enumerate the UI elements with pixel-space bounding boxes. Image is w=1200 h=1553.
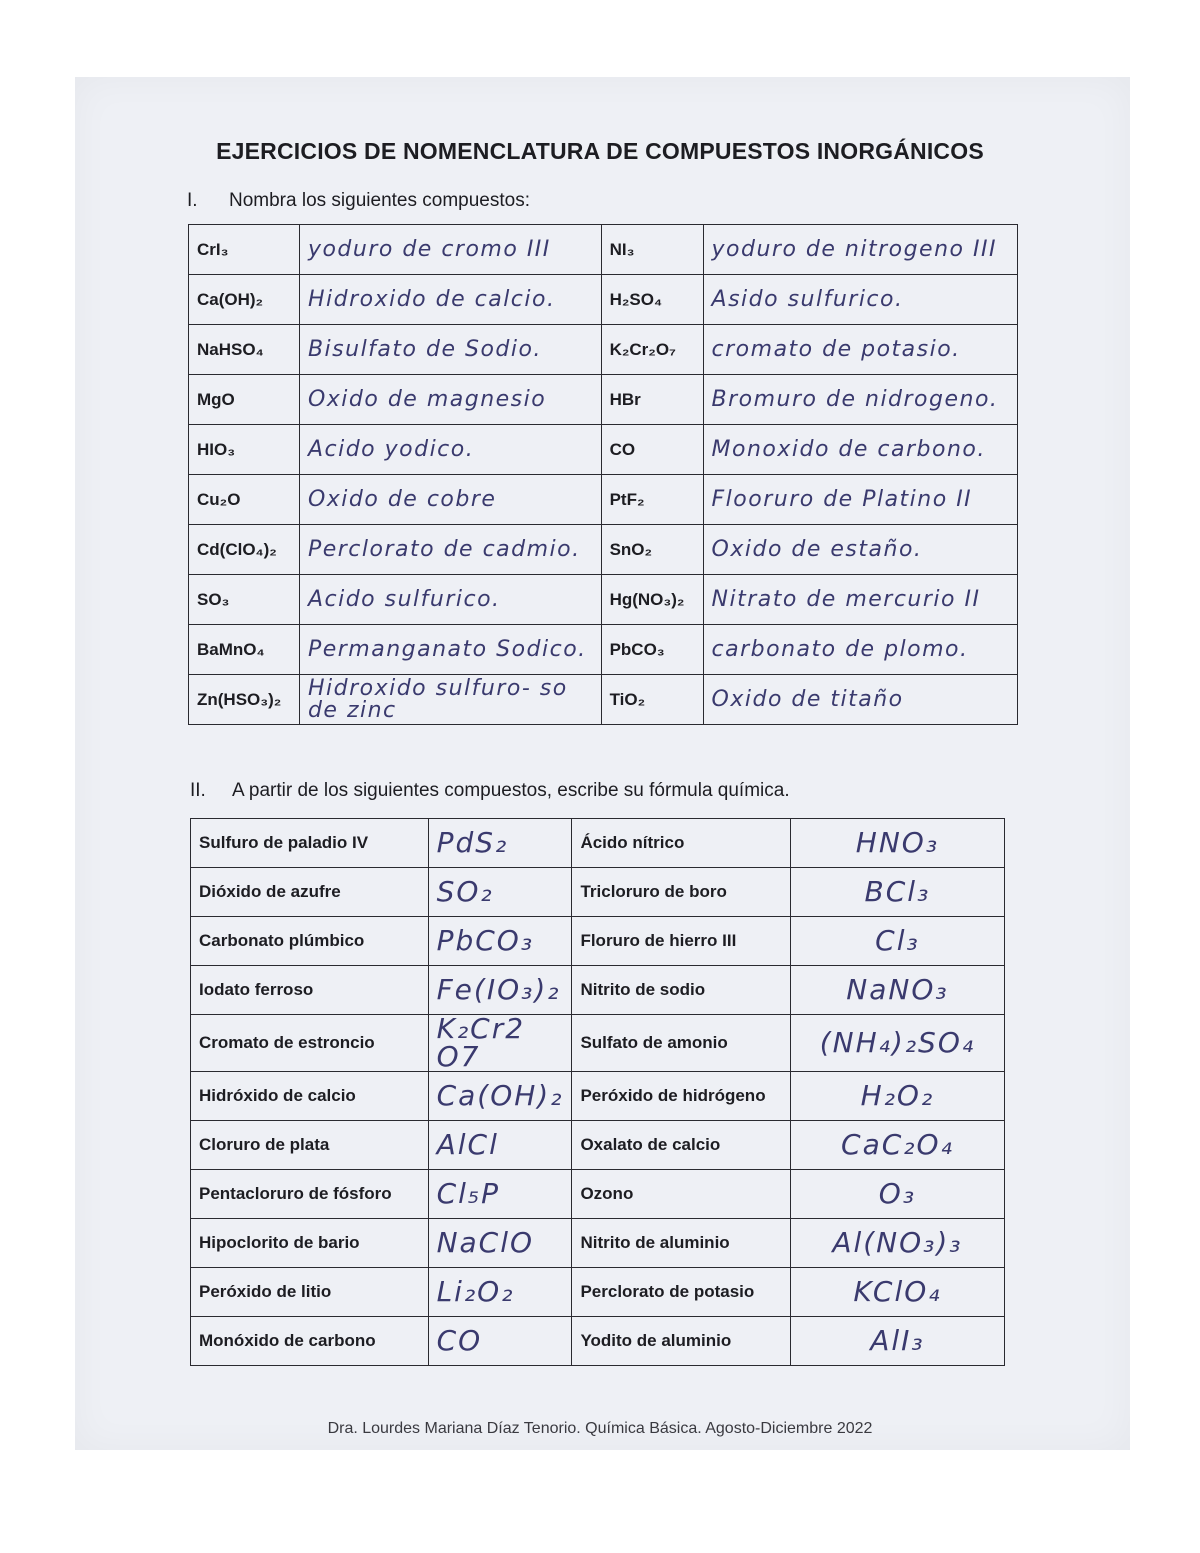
compound-name-cell: Pentacloruro de fósforo bbox=[191, 1170, 429, 1219]
handwritten-answer: Hidroxido sulfuro- so de zinc bbox=[307, 675, 568, 723]
handwritten-answer: Acido yodico. bbox=[307, 436, 475, 462]
handwritten-formula: Cl₃ bbox=[875, 924, 920, 957]
formula-cell: Cd(ClO₄)₂ bbox=[189, 525, 300, 575]
handwritten-answer: Perclorato de cadmio. bbox=[307, 536, 581, 562]
table-row bbox=[189, 325, 1018, 375]
handwritten-formula: KClO₄ bbox=[853, 1275, 942, 1308]
answer-cell bbox=[703, 275, 1017, 325]
handwritten-answer: Oxido de magnesio bbox=[307, 386, 547, 412]
compound-name-cell: Ozono bbox=[572, 1170, 790, 1219]
answer-cell bbox=[428, 868, 572, 917]
answer-cell bbox=[790, 819, 1004, 868]
answer-cell bbox=[428, 1072, 572, 1121]
table-row bbox=[189, 275, 1018, 325]
compound-name-cell: Ácido nítrico bbox=[572, 819, 790, 868]
compound-name-cell: Sulfuro de paladio IV bbox=[191, 819, 429, 868]
formula-cell: BaMnO₄ bbox=[189, 625, 300, 675]
answer-cell bbox=[790, 1170, 1004, 1219]
handwritten-formula: CaC₂O₄ bbox=[841, 1128, 954, 1161]
handwritten-answer: Permanganato Sodico. bbox=[307, 636, 587, 662]
compound-name-cell: Peróxido de hidrógeno bbox=[572, 1072, 790, 1121]
formula-cell: Hg(NO₃)₂ bbox=[601, 575, 703, 625]
answer-cell bbox=[703, 525, 1017, 575]
table-row bbox=[189, 675, 1018, 725]
answer-cell bbox=[790, 1219, 1004, 1268]
handwritten-formula: BCl₃ bbox=[864, 875, 931, 908]
handwritten-formula: PdS₂ bbox=[436, 826, 509, 859]
answer-cell bbox=[428, 917, 572, 966]
handwritten-answer: Bisulfato de Sodio. bbox=[307, 336, 542, 362]
handwritten-answer: Asido sulfurico. bbox=[711, 286, 904, 312]
handwritten-formula: HNO₃ bbox=[855, 826, 940, 859]
answer-cell bbox=[790, 1015, 1004, 1072]
formula-cell: CrI₃ bbox=[189, 225, 300, 275]
handwritten-answer: Monoxido de carbono. bbox=[711, 436, 986, 462]
answer-cell bbox=[299, 225, 601, 275]
answer-cell bbox=[790, 1121, 1004, 1170]
answer-cell bbox=[428, 1317, 572, 1366]
compound-name-cell: Hipoclorito de bario bbox=[191, 1219, 429, 1268]
formula-cell: HIO₃ bbox=[189, 425, 300, 475]
handwritten-answer: Oxido de estaño. bbox=[711, 536, 923, 562]
compound-name-cell: Carbonato plúmbico bbox=[191, 917, 429, 966]
answer-cell bbox=[428, 1012, 572, 1073]
table-row bbox=[191, 966, 1005, 1015]
compound-name-cell: Cromato de estroncio bbox=[191, 1015, 429, 1072]
formula-cell: Cu₂O bbox=[189, 475, 300, 525]
compound-name-cell: Peróxido de litio bbox=[191, 1268, 429, 1317]
formula-cell: H₂SO₄ bbox=[601, 275, 703, 325]
compound-name-cell: Yodito de aluminio bbox=[572, 1317, 790, 1366]
section-1-text: Nombra los siguientes compuestos: bbox=[229, 190, 530, 211]
handwritten-answer: Bromuro de nidrogeno. bbox=[711, 386, 999, 412]
answer-cell bbox=[790, 966, 1004, 1015]
handwritten-formula: Cl₅P bbox=[436, 1177, 501, 1210]
handwritten-answer: carbonato de plomo. bbox=[711, 636, 969, 662]
handwritten-answer: yoduro de cromo III bbox=[307, 236, 551, 262]
formula-cell: NaHSO₄ bbox=[189, 325, 300, 375]
formula-cell: CO bbox=[601, 425, 703, 475]
handwritten-formula: O₃ bbox=[878, 1177, 917, 1210]
handwritten-answer: cromato de potasio. bbox=[711, 336, 961, 362]
answer-cell bbox=[299, 275, 601, 325]
answer-cell bbox=[299, 675, 601, 725]
table-row bbox=[191, 819, 1005, 868]
answer-cell bbox=[703, 675, 1017, 725]
handwritten-formula: Li₂O₂ bbox=[436, 1275, 515, 1308]
answer-cell bbox=[428, 1219, 572, 1268]
answer-cell bbox=[703, 375, 1017, 425]
table-row bbox=[191, 1170, 1005, 1219]
handwritten-formula: NaNO₃ bbox=[846, 973, 949, 1006]
handwritten-formula: AlI₃ bbox=[870, 1324, 925, 1357]
handwritten-formula: (NH₄)₂SO₄ bbox=[819, 1026, 976, 1059]
answer-cell bbox=[299, 625, 601, 675]
table-row bbox=[189, 475, 1018, 525]
compound-name-cell: Nitrito de aluminio bbox=[572, 1219, 790, 1268]
formula-cell: HBr bbox=[601, 375, 703, 425]
formula-cell: MgO bbox=[189, 375, 300, 425]
answer-cell bbox=[790, 868, 1004, 917]
table-row bbox=[189, 425, 1018, 475]
table-row bbox=[191, 868, 1005, 917]
table-row bbox=[191, 917, 1005, 966]
table-row bbox=[189, 225, 1018, 275]
compound-name-cell: Oxalato de calcio bbox=[572, 1121, 790, 1170]
compound-name-cell: Nitrito de sodio bbox=[572, 966, 790, 1015]
compound-name-cell: Iodato ferroso bbox=[191, 966, 429, 1015]
formula-cell: Ca(OH)₂ bbox=[189, 275, 300, 325]
answer-cell bbox=[299, 325, 601, 375]
handwritten-formula: K₂Cr2 O7 bbox=[436, 1012, 526, 1073]
section-2-heading bbox=[190, 780, 790, 802]
answer-cell bbox=[790, 1317, 1004, 1366]
handwritten-formula: Fe(IO₃)₂ bbox=[436, 973, 561, 1006]
handwritten-answer: Oxido de cobre bbox=[307, 486, 497, 512]
handwritten-formula: PbCO₃ bbox=[436, 924, 535, 957]
table-row bbox=[191, 1015, 1005, 1072]
compound-name-cell: Tricloruro de boro bbox=[572, 868, 790, 917]
section-1-number: I. bbox=[187, 190, 198, 211]
compound-name-cell: Sulfato de amonio bbox=[572, 1015, 790, 1072]
formula-cell: TiO₂ bbox=[601, 675, 703, 725]
answer-cell bbox=[703, 575, 1017, 625]
answer-cell bbox=[703, 625, 1017, 675]
table-row bbox=[189, 525, 1018, 575]
compound-name-cell: Dióxido de azufre bbox=[191, 868, 429, 917]
compound-name-cell: Monóxido de carbono bbox=[191, 1317, 429, 1366]
answer-cell bbox=[790, 1072, 1004, 1121]
table-row bbox=[189, 625, 1018, 675]
answer-cell bbox=[428, 966, 572, 1015]
formula-cell: K₂Cr₂O₇ bbox=[601, 325, 703, 375]
section-1-heading bbox=[187, 190, 530, 212]
handwritten-answer: yoduro de nitrogeno III bbox=[711, 236, 997, 262]
page-title: EJERCICIOS DE NOMENCLATURA DE COMPUESTOS INORGÁNICOS bbox=[216, 138, 984, 164]
compound-name-cell: Floruro de hierro III bbox=[572, 917, 790, 966]
answer-cell bbox=[428, 1268, 572, 1317]
handwritten-formula: AlCl bbox=[436, 1128, 499, 1161]
answer-cell bbox=[790, 917, 1004, 966]
answer-cell bbox=[299, 525, 601, 575]
answer-cell bbox=[428, 1170, 572, 1219]
table-row bbox=[189, 575, 1018, 625]
handwritten-answer: Flooruro de Platino II bbox=[711, 486, 973, 512]
table-row bbox=[191, 1072, 1005, 1121]
table-row bbox=[191, 1121, 1005, 1170]
compound-name-cell: Perclorato de potasio bbox=[572, 1268, 790, 1317]
answer-cell bbox=[299, 475, 601, 525]
answer-cell bbox=[790, 1268, 1004, 1317]
naming-table bbox=[188, 224, 1018, 725]
table-row bbox=[189, 375, 1018, 425]
handwritten-formula: H₂O₂ bbox=[860, 1079, 935, 1112]
formula-cell: Zn(HSO₃)₂ bbox=[189, 675, 300, 725]
formula-cell: PbCO₃ bbox=[601, 625, 703, 675]
table-row bbox=[191, 1219, 1005, 1268]
handwritten-formula: Al(NO₃)₃ bbox=[832, 1226, 963, 1259]
formula-table bbox=[190, 818, 1005, 1366]
answer-cell bbox=[299, 425, 601, 475]
formula-cell: PtF₂ bbox=[601, 475, 703, 525]
handwritten-formula: Ca(OH)₂ bbox=[436, 1079, 564, 1112]
formula-cell: SnO₂ bbox=[601, 525, 703, 575]
formula-cell: SO₃ bbox=[189, 575, 300, 625]
table-row bbox=[191, 1317, 1005, 1366]
answer-cell bbox=[299, 575, 601, 625]
answer-cell bbox=[703, 325, 1017, 375]
footer-credit: Dra. Lourdes Mariana Díaz Tenorio. Química Básica. Agosto-Diciembre 2022 bbox=[327, 1420, 873, 1437]
answer-cell bbox=[703, 225, 1017, 275]
formula-cell: NI₃ bbox=[601, 225, 703, 275]
answer-cell bbox=[428, 819, 572, 868]
answer-cell bbox=[428, 1121, 572, 1170]
answer-cell bbox=[703, 475, 1017, 525]
table-row bbox=[191, 1268, 1005, 1317]
handwritten-answer: Oxido de titaño bbox=[711, 686, 904, 712]
handwritten-answer: Nitrato de mercurio II bbox=[711, 586, 981, 612]
section-2-text: A partir de los siguientes compuestos, escribe su fórmula química. bbox=[232, 780, 790, 801]
answer-cell bbox=[299, 375, 601, 425]
handwritten-answer: Hidroxido de calcio. bbox=[307, 286, 556, 312]
compound-name-cell: Hidróxido de calcio bbox=[191, 1072, 429, 1121]
handwritten-formula: SO₂ bbox=[436, 875, 494, 908]
answer-cell bbox=[703, 425, 1017, 475]
handwritten-answer: Acido sulfurico. bbox=[307, 586, 501, 612]
handwritten-formula: CO bbox=[436, 1324, 483, 1357]
section-2-number: II. bbox=[190, 780, 206, 801]
handwritten-formula: NaClO bbox=[436, 1226, 535, 1259]
compound-name-cell: Cloruro de plata bbox=[191, 1121, 429, 1170]
